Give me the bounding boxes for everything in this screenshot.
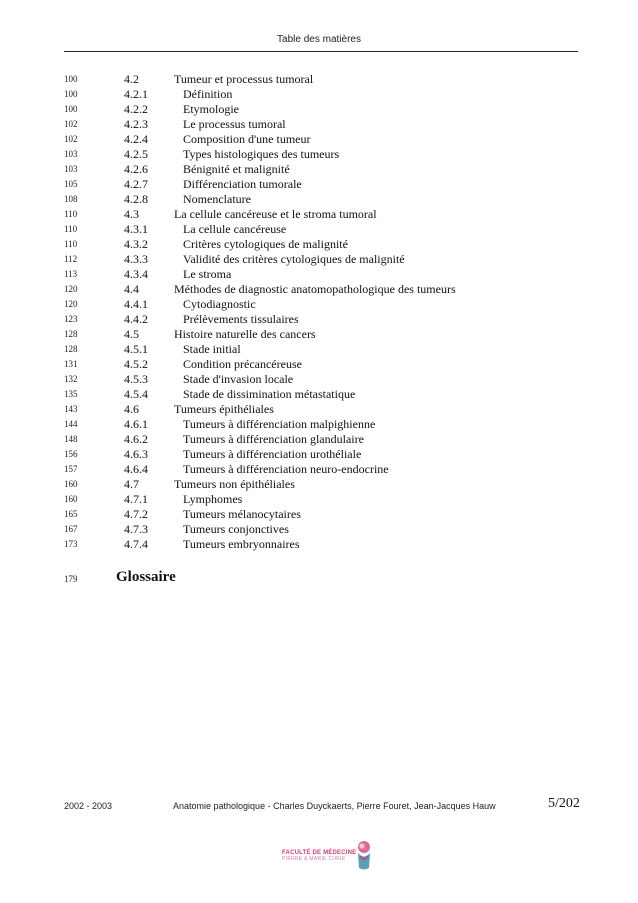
toc-section-number: 4.5	[124, 327, 139, 341]
toc-section-number: 4.3	[124, 207, 139, 221]
toc-page-number: 160	[64, 494, 78, 504]
toc-page-number: 157	[64, 464, 78, 474]
toc-page-number: 135	[64, 389, 78, 399]
toc-section-number: 4.2.1	[124, 87, 148, 101]
toc-section-number: 4.7.4	[124, 537, 148, 551]
toc-section-number: 4.2.3	[124, 117, 148, 131]
faculty-logo	[282, 838, 374, 872]
toc-subsection-title[interactable]: Stade d'invasion locale	[183, 372, 294, 386]
toc-entry[interactable]	[0, 267, 638, 282]
footer-page-number: 5/202	[548, 796, 580, 811]
toc-entry[interactable]	[0, 462, 638, 477]
toc-page-number: 179	[64, 574, 78, 584]
toc-entry[interactable]	[0, 447, 638, 462]
toc-section-number: 4.4.2	[124, 312, 148, 326]
toc-section-number: 4.2	[124, 72, 139, 86]
toc-section-number: 4.6.2	[124, 432, 148, 446]
toc-page-number: 100	[64, 89, 78, 99]
toc-section-number: 4.2.8	[124, 192, 148, 206]
toc-subsection-title[interactable]: Validité des critères cytologiques de malignité	[183, 252, 405, 266]
toc-page-number: 110	[64, 224, 78, 234]
toc-section-number: 4.2.7	[124, 177, 148, 191]
toc-section-number: 4.3.3	[124, 252, 148, 266]
toc-section-number: 4.7.3	[124, 522, 148, 536]
toc-section-title[interactable]: Méthodes de diagnostic anatomopathologique des tumeurs	[174, 282, 456, 296]
toc-section-number: 4.5.2	[124, 357, 148, 371]
toc-page-number: 148	[64, 434, 78, 444]
toc-page-number: 120	[64, 299, 78, 309]
toc-page-number: 105	[64, 179, 78, 189]
toc-page-number: 100	[64, 104, 78, 114]
toc-subsection-title[interactable]: Le stroma	[183, 267, 232, 281]
toc-subsection-title[interactable]: Nomenclature	[183, 192, 251, 206]
toc-section-number: 4.2.4	[124, 132, 148, 146]
toc-entry[interactable]	[0, 252, 638, 267]
toc-page-number: 103	[64, 149, 78, 159]
toc-page-number: 112	[64, 254, 78, 264]
toc-subsection-title[interactable]: Tumeurs à différenciation malpighienne	[183, 417, 376, 431]
toc-section-number: 4.5.1	[124, 342, 148, 356]
toc-entry[interactable]	[0, 282, 638, 297]
toc-entry[interactable]	[0, 207, 638, 222]
logo-line-1: FACULTÉ DE MÉDECINE	[282, 850, 357, 856]
toc-section-number: 4.6.3	[124, 447, 148, 461]
toc-subsection-title[interactable]: Etymologie	[183, 102, 239, 116]
toc-section-number: 4.3.1	[124, 222, 148, 236]
page-header-title: Table des matières	[277, 34, 361, 45]
toc-section-number: 4.2.6	[124, 162, 148, 176]
toc-entry[interactable]	[0, 327, 638, 342]
toc-entry[interactable]	[0, 387, 638, 402]
toc-subsection-title[interactable]: Le processus tumoral	[183, 117, 286, 131]
toc-entry[interactable]	[0, 342, 638, 357]
toc-subsection-title[interactable]: Tumeurs mélanocytaires	[183, 507, 301, 521]
toc-section-number: 4.2.2	[124, 102, 148, 116]
logo-line-2: PIERRE & MARIE CURIE	[282, 856, 346, 862]
toc-section-number: 4.7	[124, 477, 139, 491]
toc-subsection-title[interactable]: Cytodiagnostic	[183, 297, 256, 311]
toc-entry[interactable]	[0, 537, 638, 552]
toc-subsection-title[interactable]: Condition précancéreuse	[183, 357, 302, 371]
toc-section-number: 4.4.1	[124, 297, 148, 311]
toc-section-number: 4.5.3	[124, 372, 148, 386]
toc-entry[interactable]	[0, 417, 638, 432]
toc-subsection-title[interactable]: Composition d'une tumeur	[183, 132, 311, 146]
toc-subsection-title[interactable]: Stade initial	[183, 342, 241, 356]
toc-entry[interactable]	[0, 312, 638, 327]
toc-page-number: 102	[64, 134, 78, 144]
toc-section-number: 4.7.2	[124, 507, 148, 521]
toc-page-number: 160	[64, 479, 78, 489]
toc-entry[interactable]	[0, 177, 638, 192]
toc-page-number: 123	[64, 314, 78, 324]
toc-subsection-title[interactable]: Critères cytologiques de malignité	[183, 237, 348, 251]
toc-page-number: 167	[64, 524, 78, 534]
toc-subsection-title[interactable]: Tumeurs conjonctives	[183, 522, 289, 536]
toc-entry[interactable]	[0, 507, 638, 522]
toc-entry[interactable]	[0, 87, 638, 102]
toc-entry[interactable]	[0, 132, 638, 147]
toc-section-title[interactable]: La cellule cancéreuse et le stroma tumoral	[174, 207, 377, 221]
toc-page-number: 110	[64, 209, 78, 219]
toc-subsection-title[interactable]: Types histologiques des tumeurs	[183, 147, 340, 161]
toc-section-number: 4.6.1	[124, 417, 148, 431]
toc-entry[interactable]	[0, 402, 638, 417]
toc-section-title[interactable]: Tumeurs épithéliales	[174, 402, 274, 416]
toc-page-number: 143	[64, 404, 78, 414]
toc-subsection-title[interactable]: Stade de dissimination métastatique	[183, 387, 356, 401]
toc-entry[interactable]	[0, 372, 638, 387]
toc-subsection-title[interactable]: Tumeurs à différenciation urothéliale	[183, 447, 362, 461]
header-divider	[64, 51, 578, 52]
footer-year: 2002 - 2003	[64, 801, 113, 811]
toc-section-number: 4.5.4	[124, 387, 148, 401]
toc-page-number: 100	[64, 74, 78, 84]
toc-entry[interactable]	[0, 147, 638, 162]
toc-entry[interactable]	[0, 492, 638, 507]
faculty-emblem-icon	[354, 838, 374, 872]
toc-section-number: 4.3.4	[124, 267, 148, 281]
toc-section-number: 4.4	[124, 282, 139, 296]
toc-subsection-title[interactable]: Tumeurs à différenciation glandulaire	[183, 432, 364, 446]
toc-page-number: 132	[64, 374, 78, 384]
toc-entry-glossary[interactable]	[0, 569, 638, 589]
toc-entry[interactable]	[0, 192, 638, 207]
toc-section-number: 4.3.2	[124, 237, 148, 251]
toc-page-number: 128	[64, 329, 78, 339]
toc-subsection-title[interactable]: Prélèvements tissulaires	[183, 312, 299, 326]
toc-page-number: 103	[64, 164, 78, 174]
toc-section-number: 4.7.1	[124, 492, 148, 506]
toc-entry[interactable]	[0, 432, 638, 447]
toc-page-number: 156	[64, 449, 78, 459]
toc-chapter-title[interactable]: Glossaire	[116, 569, 176, 585]
toc-entry[interactable]	[0, 222, 638, 237]
toc-subsection-title[interactable]: Lymphomes	[183, 492, 243, 506]
toc-entry[interactable]	[0, 117, 638, 132]
toc-subsection-title[interactable]: Différenciation tumorale	[183, 177, 302, 191]
toc-section-number: 4.6.4	[124, 462, 148, 476]
toc-subsection-title[interactable]: Bénignité et malignité	[183, 162, 290, 176]
table-of-contents	[0, 72, 638, 552]
toc-section-title[interactable]: Tumeur et processus tumoral	[174, 72, 314, 86]
toc-subsection-title[interactable]: Définition	[183, 87, 233, 101]
toc-entry[interactable]	[0, 162, 638, 177]
toc-section-title[interactable]: Histoire naturelle des cancers	[174, 327, 316, 341]
toc-page-number: 131	[64, 359, 78, 369]
toc-page-number: 144	[64, 419, 78, 429]
toc-subsection-title[interactable]: La cellule cancéreuse	[183, 222, 287, 236]
toc-entry[interactable]	[0, 297, 638, 312]
toc-page-number: 128	[64, 344, 78, 354]
toc-entry[interactable]	[0, 477, 638, 492]
toc-section-number: 4.2.5	[124, 147, 148, 161]
toc-section-title[interactable]: Tumeurs non épithéliales	[174, 477, 295, 491]
toc-page-number: 113	[64, 269, 78, 279]
toc-page-number: 108	[64, 194, 78, 204]
toc-entry[interactable]	[0, 237, 638, 252]
toc-subsection-title[interactable]: Tumeurs à différenciation neuro-endocrine	[183, 462, 389, 476]
toc-entry[interactable]	[0, 102, 638, 117]
toc-page-number: 165	[64, 509, 78, 519]
toc-page-number: 173	[64, 539, 78, 549]
toc-entry[interactable]	[0, 72, 638, 87]
footer-credits: Anatomie pathologique - Charles Duyckaerts, Pierre Fouret, Jean-Jacques Hauw	[173, 801, 496, 811]
toc-page-number: 110	[64, 239, 78, 249]
toc-page-number: 102	[64, 119, 78, 129]
toc-page-number: 120	[64, 284, 78, 294]
toc-entry[interactable]	[0, 357, 638, 372]
toc-subsection-title[interactable]: Tumeurs embryonnaires	[183, 537, 300, 551]
toc-entry[interactable]	[0, 522, 638, 537]
toc-section-number: 4.6	[124, 402, 139, 416]
